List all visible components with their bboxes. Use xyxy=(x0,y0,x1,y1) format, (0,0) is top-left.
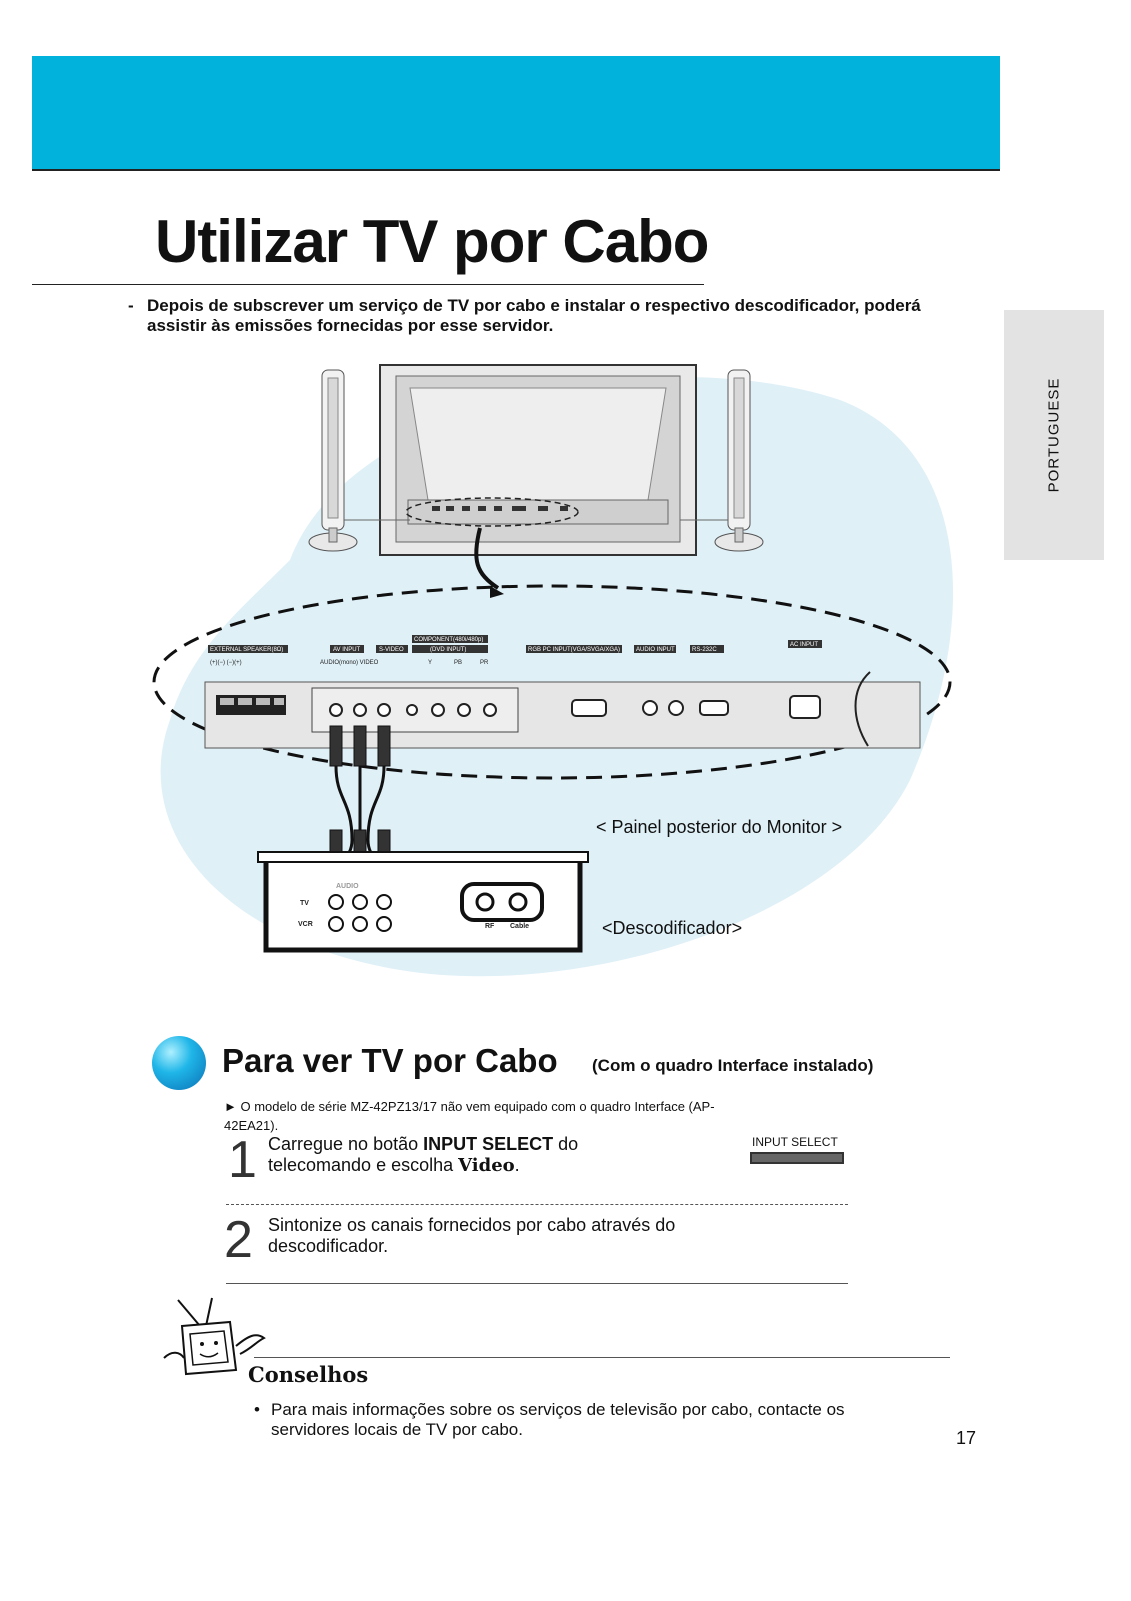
step-1-text: Carregue no botão INPUT SELECT do telecomando e escolha Video. xyxy=(268,1134,579,1176)
label-audio-video: AUDIO(mono) VIDEO xyxy=(320,660,379,666)
intro-text: Depois de subscrever um serviço de TV por cabo e instalar o respectivo descodificador, poderá assistir às emissões fornecidas por esse servidor. xyxy=(147,296,921,335)
language-tab xyxy=(1004,310,1104,560)
decoder-label-rf: RF xyxy=(485,923,495,930)
step-divider xyxy=(226,1204,848,1205)
step-2-number: 2 xyxy=(224,1211,253,1269)
step-1-number: 1 xyxy=(228,1131,257,1189)
label-av-input: AV INPUT xyxy=(333,647,361,653)
connection-diagram xyxy=(140,360,960,1000)
label-external-speaker: EXTERNAL SPEAKER(8Ω) xyxy=(210,647,284,653)
label-rs232c: RS-232C xyxy=(692,647,717,653)
label-ac-input: AC INPUT xyxy=(790,642,819,648)
language-label: PORTUGUESE xyxy=(1045,377,1063,493)
label-s-video: S-VIDEO xyxy=(379,647,404,653)
section-subtitle: (Com o quadro Interface instalado) xyxy=(592,1056,874,1075)
decoder-label-tv: TV xyxy=(300,900,309,907)
decoder-illustration xyxy=(258,852,588,950)
tips-text: Para mais informações sobre os serviços de televisão por cabo, contacte os servidores locais de TV por cabo. xyxy=(271,1400,845,1439)
label-audio-input: AUDIO INPUT xyxy=(636,647,675,653)
steps-end-rule xyxy=(226,1283,848,1284)
label-pb: PB xyxy=(454,660,463,666)
note-arrow-icon: ► xyxy=(224,1099,237,1114)
tips-bullet: • xyxy=(254,1400,260,1419)
label-dvd-input: (DVD INPUT) xyxy=(430,647,467,653)
label-speaker-signs: (+)(−) (−)(+) xyxy=(210,660,242,666)
step-2-text: Sintonize os canais fornecidos por cabo através do descodificador. xyxy=(268,1215,676,1256)
page-number: 17 xyxy=(956,1428,977,1448)
decoder-label-vcr: VCR xyxy=(298,921,313,928)
note-text: O modelo de série MZ-42PZ13/17 não vem equipado com o quadro Interface (AP-42EA21). xyxy=(224,1099,715,1133)
page-title: Utilizar TV por Cabo xyxy=(155,208,709,275)
label-pr: PR xyxy=(480,660,489,666)
tips-title: Conselhos xyxy=(248,1362,369,1387)
monitor-panel-caption: < Painel posterior do Monitor > xyxy=(596,817,843,837)
title-underline xyxy=(32,284,704,285)
input-select-button-icon xyxy=(750,1152,844,1164)
input-select-label: INPUT SELECT xyxy=(752,1135,838,1149)
intro-dash: - xyxy=(128,296,134,315)
decoder-caption: <Descodificador> xyxy=(602,918,743,938)
section-ball-icon xyxy=(152,1036,206,1090)
header-color-band xyxy=(32,56,1000,171)
tips-rule xyxy=(254,1357,950,1358)
decoder-label-audio: AUDIO xyxy=(336,883,359,890)
decoder-label-cable: Cable xyxy=(510,923,530,930)
label-component: COMPONENT(480i/480p) xyxy=(414,637,484,643)
section-title: Para ver TV por Cabo xyxy=(222,1042,558,1079)
label-rgb-pc-input: RGB PC INPUT(VGA/SVGA/XGA) xyxy=(528,647,621,653)
model-note xyxy=(224,1097,744,1135)
label-y: Y xyxy=(428,660,433,666)
